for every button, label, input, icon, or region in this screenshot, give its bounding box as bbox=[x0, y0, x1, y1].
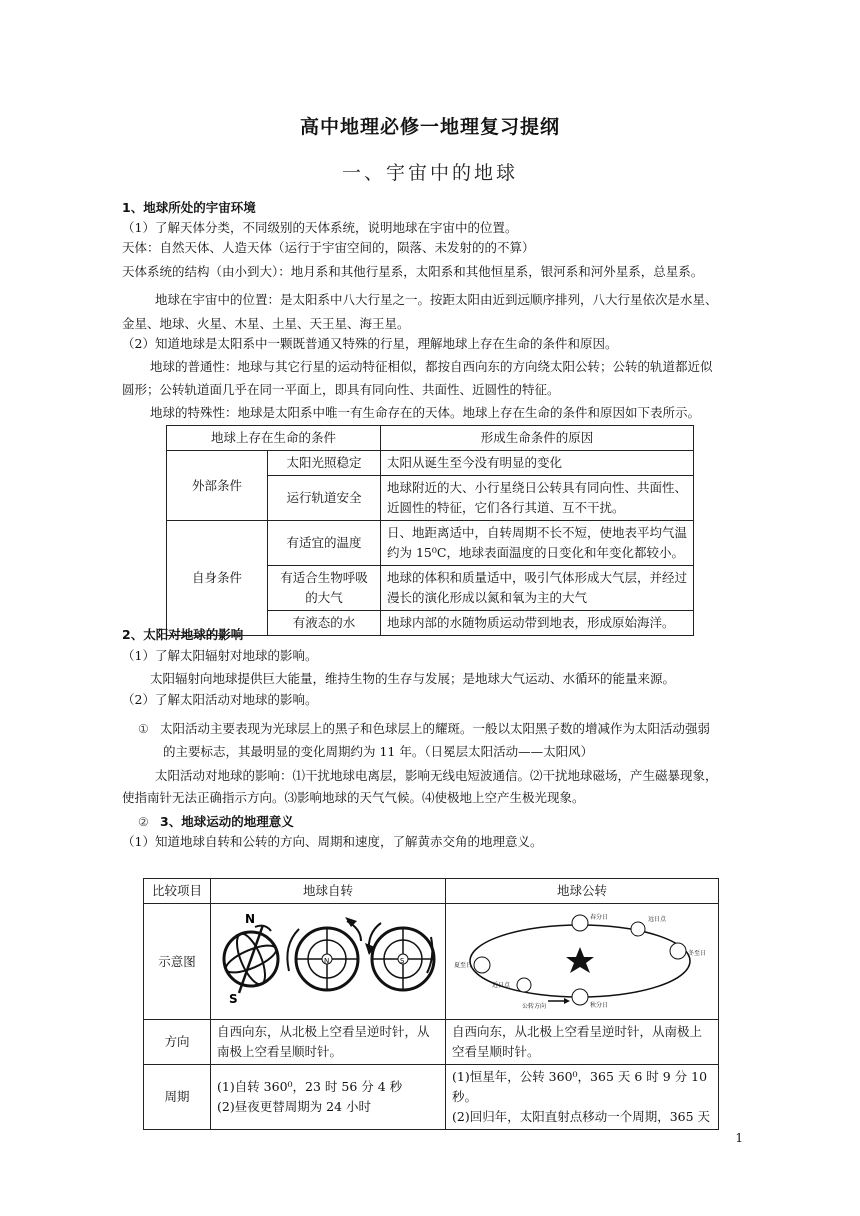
paragraph: 太阳活动对地球的影响：⑴干扰地球电离层，影响无线电短波通信。⑵干扰地球磁场，产生磁暴现象， bbox=[155, 768, 718, 783]
table-cell: 日、地距离适中，自转周期不长不短，使地表平均气温 约为 15⁰C，地球表面温度的日变化和年变化都较小。 bbox=[381, 521, 694, 566]
table-cell: 有液态的水 bbox=[268, 611, 381, 636]
list-item: ① 太阳活动主要表现为光球层上的黑子和色球层上的耀斑。一般以太阳黑子数的增减作为太阳活动强弱 bbox=[138, 719, 740, 739]
table-cell: 地球内部的水随物质运动带到地表，形成原始海洋。 bbox=[381, 611, 694, 636]
sun-icon bbox=[566, 947, 594, 973]
table-header: 地球上存在生命的条件 bbox=[167, 426, 381, 451]
paragraph: 地球在宇宙中的位置：是太阳系中八大行星之一。按距太阳由近到远顺序排列，八大行星依次是水星、 bbox=[155, 292, 718, 307]
paragraph: 天体系统的结构（由小到大）：地月系和其他行星系，太阳系和其他恒星系，银河系和河外星系，总星系。 bbox=[122, 264, 704, 279]
section-heading-1: 1、地球所处的宇宙环境 bbox=[122, 200, 256, 215]
revolution-diagram bbox=[452, 907, 712, 1011]
paragraph: （2）了解太阳活动对地球的影响。 bbox=[122, 692, 318, 707]
table-cell: (1)自转 360⁰，23 时 56 分 4 秒 (2)昼夜更替周期为 24 小时 bbox=[211, 1065, 446, 1130]
paragraph: 地球的特殊性：地球是太阳系中唯一有生命存在的天体。地球上存在生命的条件和原因如下表所示。 bbox=[150, 405, 701, 420]
table-cell: 地球的体积和质量适中，吸引气体形成大气层，并经过 漫长的演化形成以氮和氧为主的大气 bbox=[381, 566, 694, 611]
earth-motion-table bbox=[143, 878, 719, 1130]
paragraph: 地球的普通性：地球与其它行星的运动特征相似，都按自西向东的方向绕太阳公转；公转的轨道都近似 bbox=[150, 359, 713, 374]
south-label: S bbox=[229, 991, 238, 1006]
table-cell: 自西向东，从北极上空看呈逆时针，从南极上 空看呈顺时针。 bbox=[446, 1020, 719, 1065]
table-cell: 有适合生物呼吸 的大气 bbox=[268, 566, 381, 611]
tilted-globe bbox=[223, 912, 280, 1006]
paragraph: 圆形；公转轨道面几乎在同一平面上，即具有同向性、共面性、近圆性的特征。 bbox=[122, 382, 560, 397]
table-header: 形成生命条件的原因 bbox=[381, 426, 694, 451]
table-group-label: 外部条件 bbox=[167, 451, 268, 521]
table-header: 比较项目 bbox=[144, 879, 211, 904]
earth-icon bbox=[572, 989, 588, 1005]
orbit-label: 秋分日 bbox=[590, 1001, 609, 1009]
table-row-label: 方向 bbox=[144, 1020, 211, 1065]
table-row-label: 示意图 bbox=[144, 904, 211, 1020]
paragraph: 天体：自然天体、人造天体（运行于宇宙空间的，陨落、未发射的的不算） bbox=[122, 240, 535, 255]
earth-icon bbox=[517, 978, 531, 992]
paragraph: （1）知道地球自转和公转的方向、周期和速度，了解黄赤交角的地理意义。 bbox=[122, 834, 543, 849]
orbit-label: 公转方向 bbox=[522, 1002, 547, 1010]
earth-icon bbox=[670, 943, 686, 959]
chapter-heading: 一、宇宙中的地球 bbox=[341, 162, 518, 184]
table-cell: 地球附近的大、小行星绕日公转具有同向性、共面性、 近圆性的特征，它们各行其道、互不干扰。 bbox=[381, 476, 694, 521]
orbit-label: 夏至日 bbox=[454, 961, 473, 969]
south-pole-view bbox=[365, 923, 434, 990]
rotation-diagram bbox=[217, 907, 439, 1011]
table-cell: 自西向东，从北极上空看呈逆时针，从 南极上空看呈顺时针。 bbox=[211, 1020, 446, 1065]
table-cell: 有适宜的温度 bbox=[268, 521, 381, 566]
paragraph: 金星、地球、火星、木星、土星、天王星、海王星。 bbox=[122, 316, 410, 331]
table-header: 地球自转 bbox=[211, 879, 446, 904]
table-cell: 太阳光照稳定 bbox=[268, 451, 381, 476]
table-cell: (1)恒星年，公转 360⁰，365 天 6 时 9 分 10 秒。 (2)回归年，太阳直射点移动一个周期，365 天 bbox=[446, 1065, 719, 1130]
paragraph: （1）了解天体分类，不同级别的天体系统，说明地球在宇宙中的位置。 bbox=[122, 220, 518, 235]
paragraph: 太阳辐射向地球提供巨大能量，维持生物的生存与发展；是地球大气运动、水循环的能量来源。 bbox=[150, 671, 676, 686]
north-pole-mark: N bbox=[324, 956, 330, 965]
table-header: 地球公转 bbox=[446, 879, 719, 904]
section-heading-3: ② 3、地球运动的地理意义 bbox=[138, 812, 740, 832]
table-group-label: 自身条件 bbox=[167, 521, 268, 636]
table-row-label: 周期 bbox=[144, 1065, 211, 1130]
direction-arrow-head bbox=[564, 998, 570, 1004]
paragraph: 的主要标志，其最明显的变化周期约为 11 年。（日冕层太阳活动——太阳风） bbox=[163, 744, 594, 759]
list-marker: ② bbox=[138, 815, 149, 829]
earth-icon bbox=[631, 922, 645, 936]
south-pole-mark: S bbox=[400, 956, 405, 965]
paragraph: （1）了解太阳辐射对地球的影响。 bbox=[122, 648, 318, 663]
table-cell: 运行轨道安全 bbox=[268, 476, 381, 521]
document-title: 高中地理必修一地理复习提纲 bbox=[299, 116, 560, 138]
north-pole-view bbox=[287, 917, 361, 990]
paragraph: 使指南针无法正确指示方向。⑶影响地球的天气气候。⑷使极地上空产生极光现象。 bbox=[122, 790, 585, 805]
orbit-label: 春分日 bbox=[590, 913, 609, 921]
section-heading-2: 2、太阳对地球的影响 bbox=[122, 627, 244, 642]
earth-icon bbox=[572, 915, 588, 931]
earth-icon bbox=[474, 957, 490, 973]
revolution-diagram-cell bbox=[446, 904, 719, 1020]
rotation-diagram-cell bbox=[211, 904, 446, 1020]
orbit-label: 冬至日 bbox=[688, 949, 707, 957]
orbit-label: 近日点 bbox=[492, 981, 511, 989]
paragraph: （2）知道地球是太阳系中一颗既普通又特殊的行星，理解地球上存在生命的条件和原因。 bbox=[122, 336, 618, 351]
list-marker: ① bbox=[138, 722, 149, 736]
page-number: 1 bbox=[735, 1131, 743, 1145]
orbit-label: 远日点 bbox=[648, 915, 667, 923]
life-conditions-table bbox=[166, 425, 694, 636]
table-cell: 太阳从诞生至今没有明显的变化 bbox=[381, 451, 694, 476]
north-label: N bbox=[245, 911, 256, 926]
